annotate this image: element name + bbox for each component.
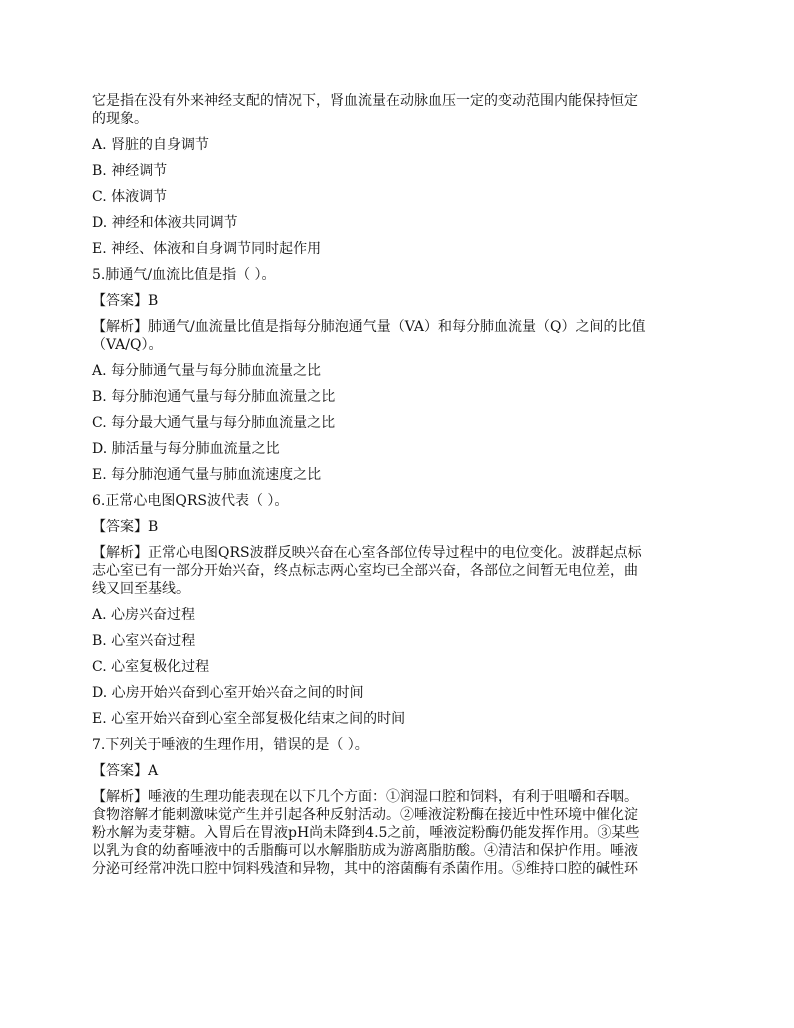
question-6: [92, 492, 708, 728]
option-c: C. 体液调节: [92, 189, 168, 205]
option-d: D. 肺活量与每分肺血流量之比: [92, 441, 280, 457]
explanation-line-1: 【解析】正常心电图QRS波群反映兴奋在心室各部位传导过程中的电位变化。波群起点标: [92, 545, 642, 561]
intro-line-2: 的现象。: [92, 111, 148, 127]
explanation-line-4: 以乳为食的幼畜唾液中的舌脂酶可以水解脂肪成为游离脂肪酸。④清洁和保护作用。唾液: [92, 843, 638, 859]
explanation: [92, 788, 708, 878]
intro-paragraph: [92, 92, 708, 128]
explanation-line-1: 【解析】肺通气/血流量比值是指每分肺泡通气量（VA）和每分肺血流量（Q）之间的比值: [92, 319, 646, 335]
explanation-line-3: 线又回至基线。: [92, 581, 190, 597]
answer-line: 【答案】A: [92, 763, 159, 779]
explanation: [92, 544, 708, 598]
answer-line: 【答案】B: [92, 293, 159, 309]
option-d: D. 神经和体液共同调节: [92, 215, 238, 231]
question-7: [92, 736, 708, 878]
question-4-options: [92, 136, 708, 258]
explanation-line-3: 粉水解为麦芽糖。入胃后在胃液pH尚未降到4.5之前，唾液淀粉酶仍能发挥作用。③某些: [92, 825, 640, 841]
intro-line-1: 它是指在没有外来神经支配的情况下，肾血流量在动脉血压一定的变动范围内能保持恒定: [92, 93, 638, 109]
option-b: B. 心室兴奋过程: [92, 633, 196, 649]
question-text: 7.下列关于唾液的生理作用，错误的是（ ）。: [92, 737, 369, 753]
option-e: E. 每分肺泡通气量与肺血流速度之比: [92, 467, 322, 483]
option-a: A. 心房兴奋过程: [92, 607, 196, 623]
option-b: B. 神经调节: [92, 163, 168, 179]
answer-line: 【答案】B: [92, 519, 159, 535]
explanation: [92, 318, 708, 354]
option-e: E. 神经、体液和自身调节同时起作用: [92, 241, 322, 257]
question-text: 5.肺通气/血流比值是指（ ）。: [92, 267, 276, 283]
question-text: 6.正常心电图QRS波代表（ ）。: [92, 493, 289, 509]
explanation-line-2: 食物溶解才能刺激味觉产生并引起各种反射活动。②唾液淀粉酶在接近中性环境中催化淀: [92, 807, 638, 823]
option-a: A. 每分肺通气量与每分肺血流量之比: [92, 363, 322, 379]
option-b: B. 每分肺泡通气量与每分肺血流量之比: [92, 389, 336, 405]
question-5: [92, 266, 708, 484]
option-c: C. 每分最大通气量与每分肺血流量之比: [92, 415, 336, 431]
option-d: D. 心房开始兴奋到心室开始兴奋之间的时间: [92, 685, 364, 701]
document-page: [92, 92, 708, 886]
option-a: A. 肾脏的自身调节: [92, 137, 210, 153]
explanation-line-2: （VA/Q）。: [92, 337, 163, 353]
explanation-line-1: 【解析】唾液的生理功能表现在以下几个方面：①润湿口腔和饲料，有利于咀嚼和吞咽。: [92, 789, 638, 805]
explanation-line-5: 分泌可经常冲洗口腔中饲料残渣和异物，其中的溶菌酶有杀菌作用。⑤维持口腔的碱性环: [92, 861, 638, 877]
explanation-line-2: 志心室已有一部分开始兴奋，终点标志两心室均已全部兴奋，各部位之间暂无电位差，曲: [92, 563, 638, 579]
option-c: C. 心室复极化过程: [92, 659, 210, 675]
option-e: E. 心室开始兴奋到心室全部复极化结束之间的时间: [92, 711, 406, 727]
